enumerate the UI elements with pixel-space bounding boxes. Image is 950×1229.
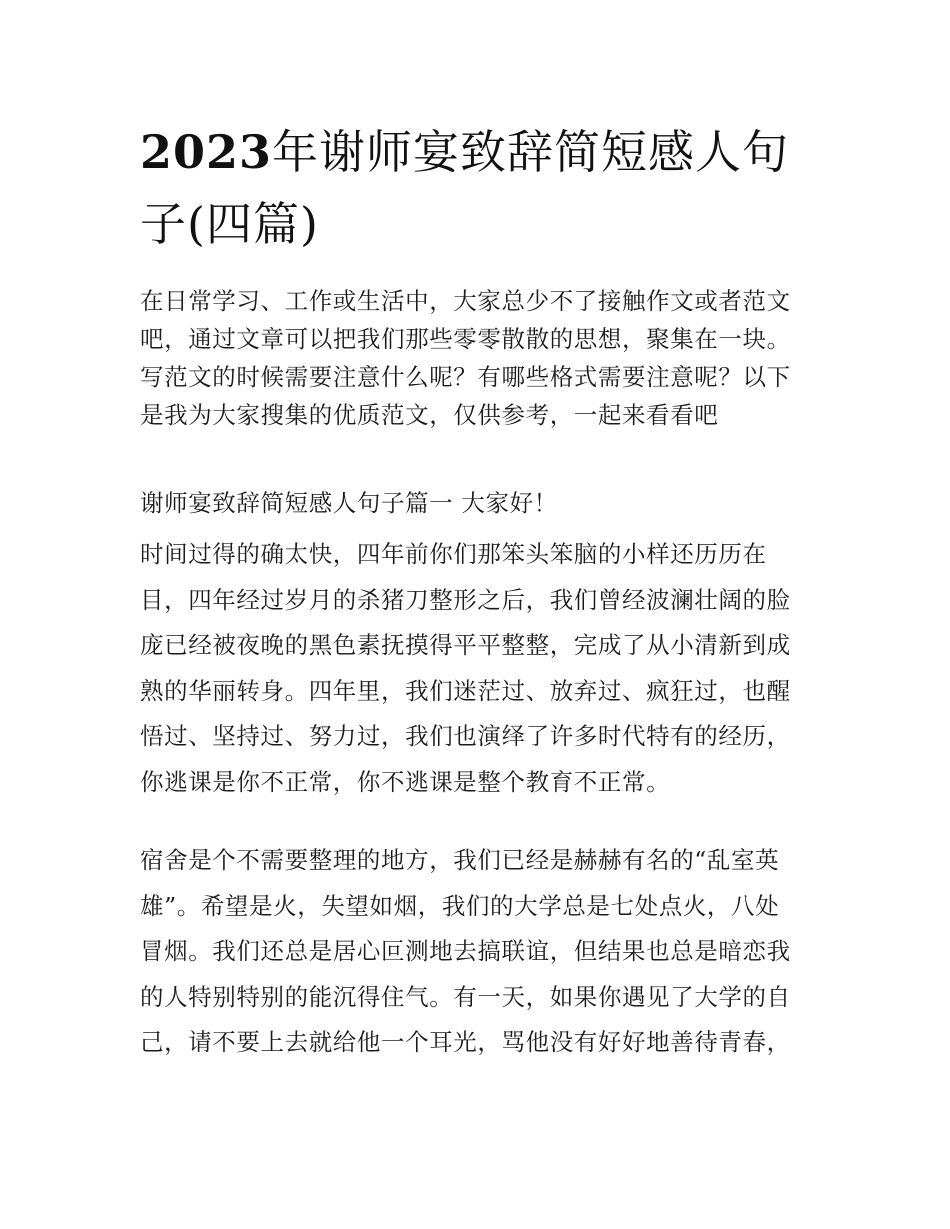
section-heading	[140, 485, 820, 521]
document-title	[140, 116, 830, 260]
title-line-2: 子(四篇)	[140, 197, 319, 251]
paragraph-line: 己，请不要上去就给他一个耳光，骂他没有好好地善待青春，	[140, 1028, 791, 1057]
paragraph-line: 庞已经被夜晚的黑色素抚摸得平平整整，完成了从小清新到成	[140, 631, 791, 660]
paragraph-line: 写范文的时候需要注意什么呢？有哪些格式需要注意呢？以下	[140, 363, 791, 391]
paragraph-line: 你逃课是你不正常，你不逃课是整个教育不正常。	[140, 767, 671, 796]
body-paragraph-1	[140, 532, 820, 806]
paragraph-line: 雄”。希望是火，失望如烟，我们的大学总是七处点火，八处	[140, 891, 780, 920]
title-text: 年谢师宴致辞简短感人句	[272, 125, 790, 179]
paragraph-line: 目，四年经过岁月的杀猪刀整形之后，我们曾经波澜壮阔的脸	[140, 585, 791, 614]
paragraph-line: 冒烟。我们还总是居心叵测地去搞联谊，但结果也总是暗恋我	[140, 937, 791, 966]
section-heading-line: 谢师宴致辞简短感人句子篇一 大家好！	[140, 489, 558, 517]
paragraph-line: 的人特别特别的能沉得住气。有一天，如果你遇见了大学的自	[140, 982, 791, 1011]
paragraph-line: 悟过、坚持过、努力过，我们也演绎了许多时代特有的经历，	[140, 722, 791, 751]
paragraph-line: 时间过得的确太快，四年前你们那笨头笨脑的小样还历历在	[140, 540, 767, 568]
paragraph-line: 是我为大家搜集的优质范文，仅供参考，一起来看看吧	[140, 401, 719, 429]
paragraph-line: 宿舍是个不需要整理的地方，我们已经是赫赫有名的“乱室英	[140, 846, 780, 874]
paragraph-line: 吧，通过文章可以把我们那些零零散散的思想，聚集在一块。	[140, 325, 791, 353]
title-year: 2023	[140, 125, 273, 179]
paragraph-line: 熟的华丽转身。四年里，我们迷茫过、放弃过、疯狂过，也醒	[140, 676, 791, 705]
intro-paragraph	[140, 282, 820, 434]
body-paragraph-2	[140, 838, 820, 1066]
paragraph-line: 在日常学习、工作或生活中，大家总少不了接触作文或者范文	[140, 287, 791, 315]
title-line-1	[140, 116, 830, 188]
